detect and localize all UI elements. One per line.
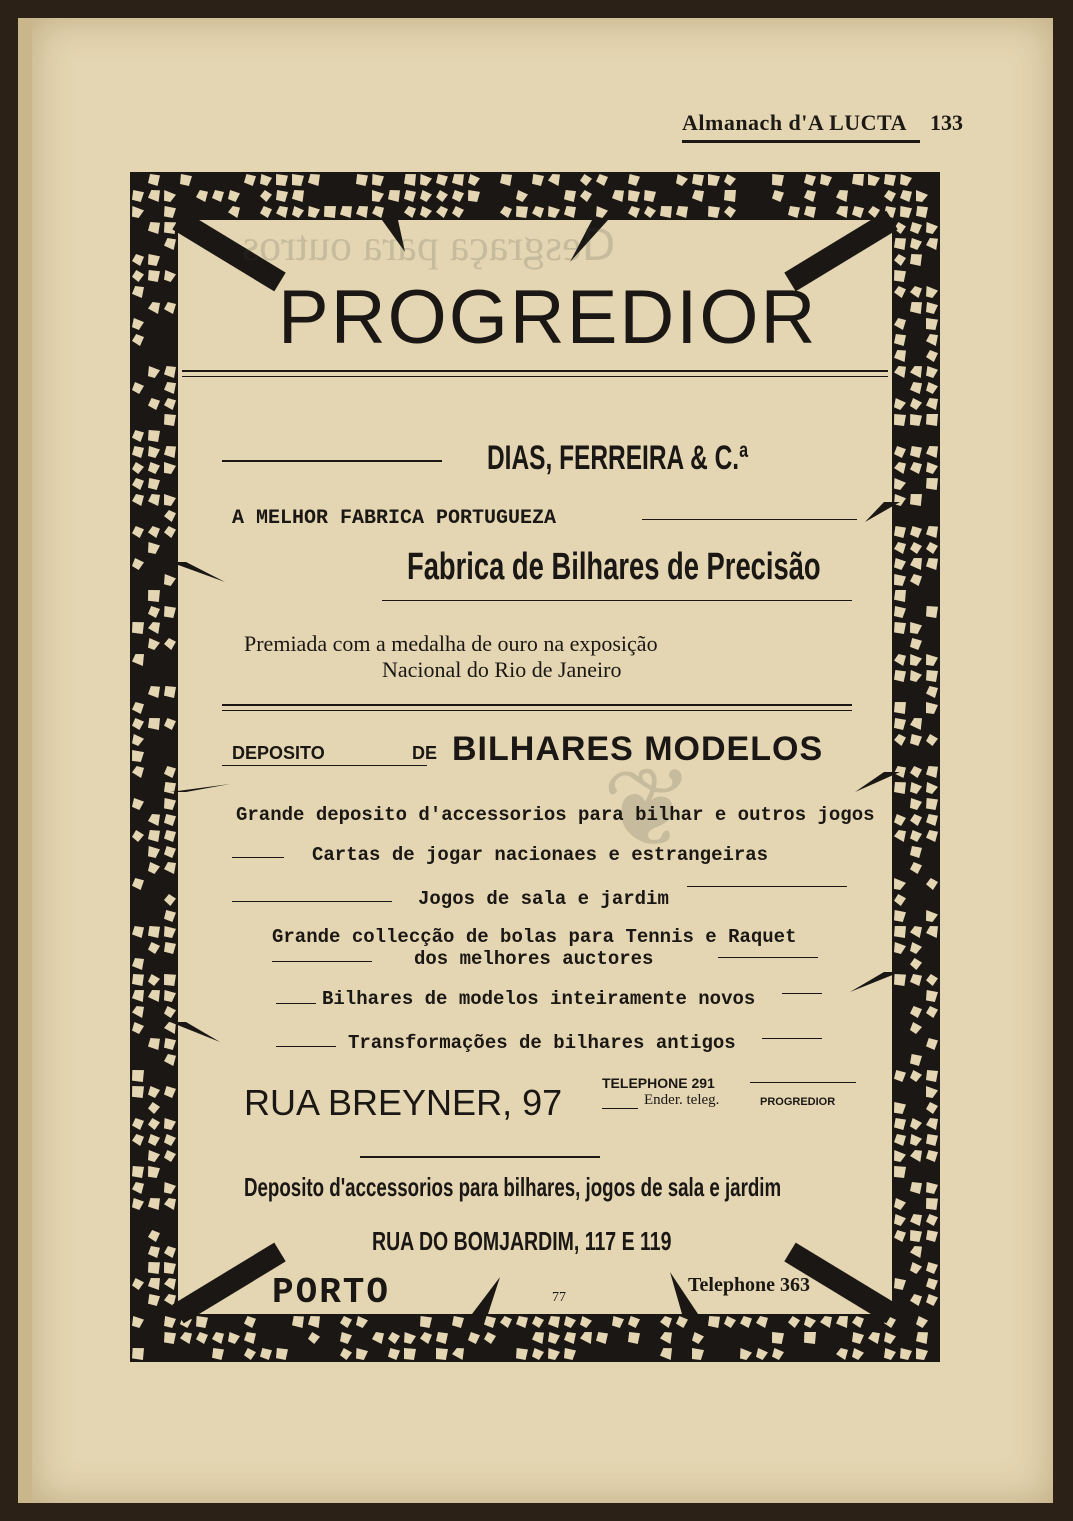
rule — [222, 710, 852, 711]
border-tile — [894, 926, 906, 938]
border-tile — [926, 478, 938, 490]
border-tile — [148, 430, 160, 442]
firm-name: DIAS, FERREIRA & C.ª — [487, 439, 749, 477]
border-tile — [894, 974, 906, 986]
list-item: Jogos de sala e jardim — [418, 888, 669, 910]
bleed-through-figure: ❦ — [602, 748, 695, 870]
rule — [718, 957, 818, 958]
border-tile — [894, 414, 906, 426]
border-tile — [926, 606, 938, 618]
border-tile — [148, 590, 160, 602]
rule — [222, 765, 427, 766]
border-tile — [894, 1166, 906, 1178]
accessories-line: Deposito d'accessorios para bilhares, jogos de sala e jardim — [244, 1172, 782, 1202]
border-tile — [436, 1348, 448, 1360]
telegraph: Ender. teleg. — [644, 1092, 720, 1108]
list-item: dos melhores auctores — [414, 948, 654, 970]
rule — [182, 370, 888, 372]
border-tile — [148, 1262, 160, 1274]
rule — [687, 886, 847, 887]
tagline: A MELHOR FABRICA PORTUGUEZA — [232, 507, 557, 530]
address: RUA BREYNER, 97 — [244, 1082, 563, 1123]
running-title: Almanach d'A LUCTA — [682, 110, 907, 135]
border-tile — [164, 974, 176, 986]
bleed-through-text: ᗡesgraça para outros — [242, 221, 616, 270]
page-number: 133 — [930, 110, 963, 135]
rule — [642, 519, 857, 520]
award-line-2: Nacional do Rio de Janeiro — [382, 657, 622, 682]
border-tile — [132, 1166, 144, 1178]
border-tile — [516, 206, 528, 218]
rule — [232, 901, 392, 902]
award-line-1: Premiada com a medalha de ouro na exposição — [244, 631, 658, 656]
header-rule — [682, 140, 920, 143]
rule — [232, 857, 284, 858]
border-tile — [164, 414, 176, 426]
rule — [276, 1046, 336, 1047]
list-item: Transformações de bilhares antigos — [348, 1032, 736, 1054]
list-item: Grande deposito d'accessorios para bilhar e outros jogos — [236, 804, 875, 826]
deposit-title: BILHARES MODELOS — [452, 730, 824, 768]
advertisement-body — [182, 221, 888, 1313]
rule — [222, 704, 852, 706]
border-tile — [132, 1086, 144, 1098]
brand-name: PROGREDIOR — [278, 275, 818, 360]
footnote-number: 77 — [552, 1290, 566, 1305]
border-tile — [926, 1198, 938, 1210]
rule — [182, 376, 888, 377]
deposit-de: DE — [412, 743, 438, 763]
factory-title: Fabrica de Bilhares de Precisão — [407, 546, 821, 588]
deposit-label: DEPOSITO — [232, 743, 325, 763]
telegraph-name: PROGREDIOR — [760, 1096, 836, 1108]
rule — [602, 1108, 638, 1109]
advertisement-frame — [130, 172, 940, 1362]
telephone: TELEPHONE 291 — [602, 1075, 715, 1091]
rule — [272, 961, 372, 962]
border-tile — [910, 494, 922, 506]
border-tile — [894, 702, 906, 714]
list-item: Bilhares de modelos inteiramente novos — [322, 988, 756, 1010]
border-tile — [894, 622, 906, 634]
rule — [750, 1082, 856, 1083]
border-tile — [926, 670, 938, 682]
rule — [762, 1038, 822, 1039]
border-tile — [132, 622, 144, 634]
list-item: Grande collecção de bolas para Tennis e Raquet — [272, 926, 797, 948]
border-tile — [724, 190, 736, 202]
rule — [782, 993, 822, 994]
border-tile — [926, 414, 938, 426]
rule — [222, 460, 442, 462]
address-bomjardim: RUA DO BOMJARDIM, 117 E 119 — [372, 1226, 672, 1256]
border-tile — [132, 1070, 144, 1082]
border-tile — [804, 1332, 816, 1344]
city: PORTO — [272, 1272, 391, 1313]
rule — [360, 1156, 600, 1158]
border-tile — [132, 1348, 144, 1360]
border-tile — [132, 974, 144, 986]
border-tile — [894, 782, 906, 794]
rule — [276, 1003, 316, 1004]
border-tile — [404, 1348, 416, 1360]
border-tile — [324, 206, 336, 218]
rule — [382, 600, 852, 601]
telephone-2: Telephone 363 — [688, 1274, 811, 1296]
list-item: Cartas de jogar nacionaes e estrangeiras — [312, 844, 769, 866]
running-header — [662, 110, 972, 144]
border-tile — [926, 1070, 938, 1082]
